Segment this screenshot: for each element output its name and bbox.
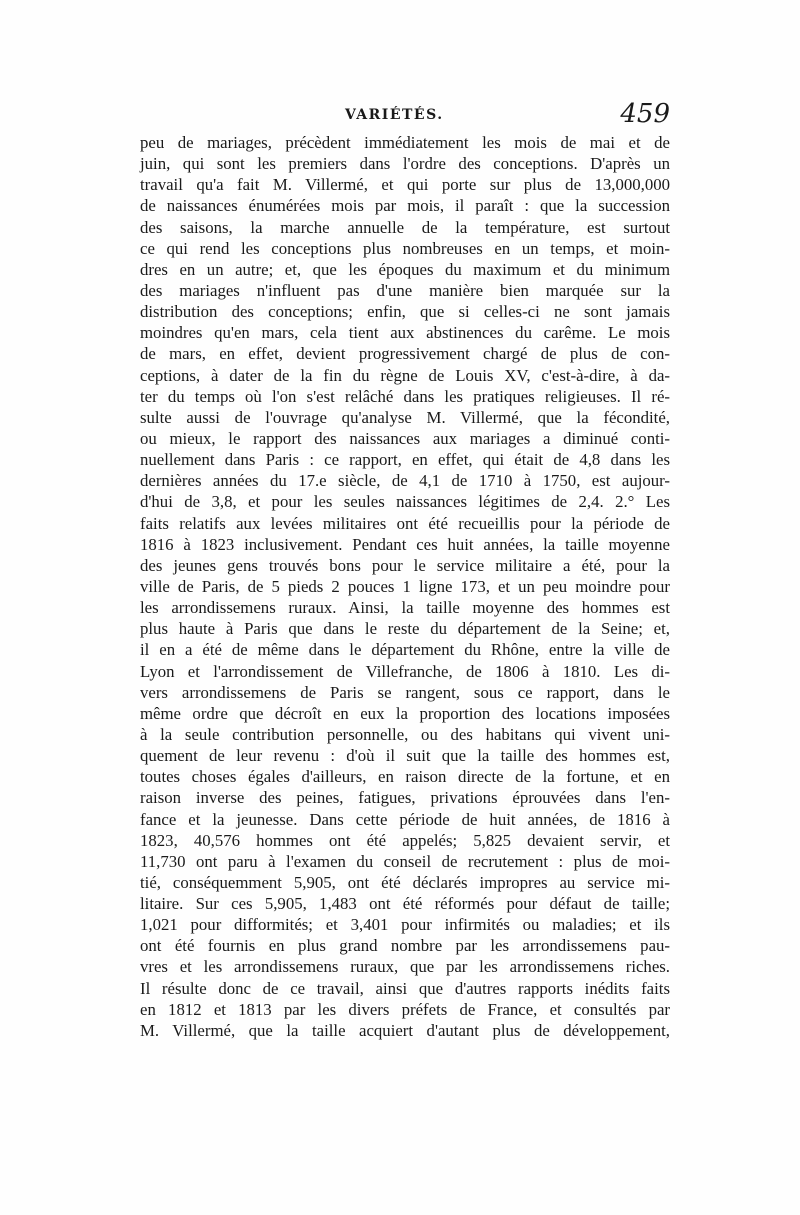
text-line: raison inverse des peines, fatigues, privations éprouvées dans l'en- (140, 788, 670, 808)
text-line: Lyon et l'arrondissement de Villefranche, de 1806 à 1810. Les di- (140, 661, 670, 681)
text-line: distribution des conceptions; enfin, que si celles-ci ne sont jamais (140, 302, 670, 322)
page-number: 459 (620, 99, 670, 129)
text-line: travail qu'a fait M. Villermé, et qui porte sur plus de 13,000,000 (140, 175, 670, 195)
text-line: vers arrondissemens de Paris se rangent, sous ce rapport, dans le (140, 682, 670, 702)
text-line: 1823, 40,576 hommes ont été appelés; 5,825 devaient servir, et (140, 830, 670, 850)
text-line: ce qui rend les conceptions plus nombreuses en un temps, et moin- (140, 238, 670, 258)
text-line: fance et la jeunesse. Dans cette période de huit années, de 1816 à (140, 809, 670, 829)
text-line: M. Villermé, que la taille acquiert d'autant plus de développement, (140, 1020, 670, 1040)
text-line: toutes choses égales d'ailleurs, en raison directe de la fortune, et en (140, 767, 670, 787)
text-line: juin, qui sont les premiers dans l'ordre des conceptions. D'après un (140, 154, 670, 174)
text-line: ceptions, à dater de la fin du règne de Louis XV, c'est-à-dire, à da- (140, 365, 670, 385)
text-line: vres et les arrondissemens ruraux, que par les arrondissemens riches. (140, 957, 670, 977)
text-line: moindres qu'en mars, cela tient aux abstinences du carême. Le mois (140, 323, 670, 343)
text-line: ont été fournis en plus grand nombre par les arrondissemens pau- (140, 936, 670, 956)
text-line: en 1812 et 1813 par les divers préfets de France, et consultés par (140, 999, 670, 1019)
text-line: plus haute à Paris que dans le reste du département de la Seine; et, (140, 619, 670, 639)
text-line: d'hui de 3,8, et pour les seules naissances légitimes de 2,4. 2.° Les (140, 492, 670, 512)
text-line: nuellement dans Paris : ce rapport, en effet, qui était de 4,8 dans les (140, 450, 670, 470)
text-line: à la seule contribution personnelle, ou des habitans qui vivent uni- (140, 724, 670, 744)
text-line: peu de mariages, précèdent immédiatement les mois de mai et de (140, 133, 670, 152)
text-line: des jeunes gens trouvés bons pour le service militaire a été, pour la (140, 555, 670, 575)
text-line: tié, conséquemment 5,905, ont été déclarés impropres au service mi- (140, 872, 670, 892)
text-line: de naissances énumérées mois par mois, il paraît : que la succession (140, 196, 670, 216)
text-line: dernières années du 17.e siècle, de 4,1 de 1710 à 1750, est aujour- (140, 471, 670, 491)
text-line: Il résulte donc de ce travail, ainsi que d'autres rapports inédits faits (140, 978, 670, 998)
text-line: ter du temps où l'on s'est relâché dans les pratiques religieuses. Il ré- (140, 386, 670, 406)
text-line: faits relatifs aux levées militaires ont été recueillis pour la période de (140, 513, 670, 533)
text-line: ville de Paris, de 5 pieds 2 pouces 1 ligne 173, et un peu moindre pour (140, 576, 670, 596)
text-line: il en a été de même dans le département du Rhône, entre la ville de (140, 640, 670, 660)
text-line: 11,730 ont paru à l'examen du conseil de recrutement : plus de moi- (140, 851, 670, 871)
text-line: 1,021 pour difformités; et 3,401 pour infirmités ou maladies; et ils (140, 915, 670, 935)
running-title: VARIÉTÉS. (345, 107, 444, 123)
text-line: quement de leur revenu : d'où il suit que la taille des hommes est, (140, 746, 670, 766)
text-line: les arrondissemens ruraux. Ainsi, la taille moyenne des hommes est (140, 598, 670, 618)
text-line: de mars, en effet, devient progressivement chargé de plus de con- (140, 344, 670, 364)
text-line: ou mieux, le rapport des naissances aux mariages a diminué conti- (140, 428, 670, 448)
text-line: litaire. Sur ces 5,905, 1,483 ont été réformés pour défaut de taille; (140, 894, 670, 914)
text-line: des saisons, la marche annuelle de la température, est surtout (140, 217, 670, 237)
text-line: même ordre que décroît en eux la proportion des locations imposées (140, 703, 670, 723)
text-line: sulte aussi de l'ouvrage qu'analyse M. Villermé, que la fécondité, (140, 407, 670, 427)
text-line: 1816 à 1823 inclusivement. Pendant ces huit années, la taille moyenne (140, 534, 670, 554)
body-text (140, 132, 670, 1041)
text-line: dres en un autre; et, que les époques du maximum et du minimum (140, 259, 670, 279)
text-line: des mariages n'influent pas d'une manière bien marquée sur la (140, 280, 670, 300)
running-head (140, 99, 670, 131)
